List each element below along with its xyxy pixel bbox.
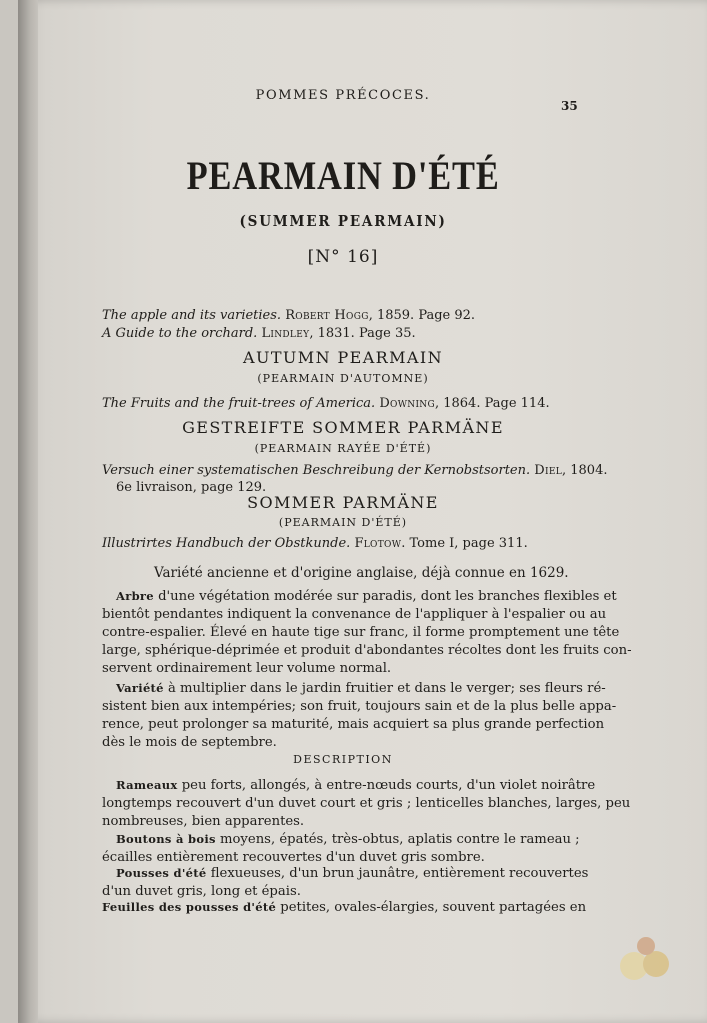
reference-continuation: 6e livraison, page 129. xyxy=(116,480,267,495)
reference-line: Versuch einer systematischen Beschreibung der Kernobstsorten. Diel, 1804. xyxy=(102,463,608,478)
reference-line: A Guide to the orchard. Lindley, 1831. Page 35. xyxy=(102,326,416,341)
paragraph: Variété à multiplier dans le jardin fruitier et dans le verger; ses fleurs ré- sistent bien aux intempéries; son fruit, toujours sain et de la plus belle appa- rence, peut prolonger sa maturité, mais acquiert sa plus grande perfection dès le mois de septembre. xyxy=(102,681,617,750)
page-number: 35 xyxy=(561,99,578,113)
running-title: POMMES PRÉCOCES. xyxy=(255,88,431,103)
paragraph: Arbre d'une végétation modérée sur paradis, dont les branches flexibles et bientôt pendantes indiquent la convenance de l'appliquer à l'espalier ou au contre-espalier. Élevé en haute tige sur franc, il forme promptement une tête large, sphérique-déprimée et produit d'abondantes récoltes dont les fruits con- servent ordinairement leur volume normal. xyxy=(102,589,632,676)
description-paragraph: Rameaux peu forts, allongés, à entre-nœuds courts, d'un violet noirâtre longtemps recouvert d'un duvet court et gris ; lenticelles blanches, larges, peu nombreuses, bien apparentes. xyxy=(102,778,631,829)
variety-number: [N° 16] xyxy=(307,247,379,267)
synonym-heading: GESTREIFTE SOMMER PARMÄNE xyxy=(182,418,504,437)
reference-line: Illustrirtes Handbuch der Obstkunde. Flotow. Tome I, page 311. xyxy=(102,536,528,551)
synonym-heading: SOMMER PARMÄNE xyxy=(247,493,439,512)
page-subtitle: (SUMMER PEARMAIN) xyxy=(239,212,447,230)
synonym-subheading: (PEARMAIN D'ÉTÉ) xyxy=(278,516,408,529)
book-page xyxy=(18,0,707,1023)
reference-line: The apple and its varieties. Robert Hogg, 1859. Page 92. xyxy=(102,308,476,323)
synonym-subheading: (PEARMAIN RAYÉE D'ÉTÉ) xyxy=(254,442,432,455)
synonym-subheading: (PEARMAIN D'AUTOMNE) xyxy=(257,372,429,385)
synonym-heading: AUTUMN PEARMAIN xyxy=(243,348,443,367)
page-title: PEARMAIN D'ÉTÉ xyxy=(186,153,500,198)
intro-line: Variété ancienne et d'origine anglaise, déjà connue en 1629. xyxy=(154,565,569,581)
fruit-watermark-icon xyxy=(602,926,690,990)
description-paragraph: Pousses d'été flexueuses, d'un brun jaunâtre, entièrement recouvertes d'un duvet gris, long et épais. xyxy=(102,866,589,899)
reference-line: The Fruits and the fruit-trees of America. Downing, 1864. Page 114. xyxy=(102,396,550,411)
description-paragraph: Feuilles des pousses d'été petites, ovales-élargies, souvent partagées en xyxy=(102,900,587,915)
description-heading: DESCRIPTION xyxy=(293,753,393,766)
description-paragraph: Boutons à bois moyens, épatés, très-obtus, aplatis contre le rameau ; écailles entièrement recouvertes d'un duvet gris sombre. xyxy=(102,832,580,865)
